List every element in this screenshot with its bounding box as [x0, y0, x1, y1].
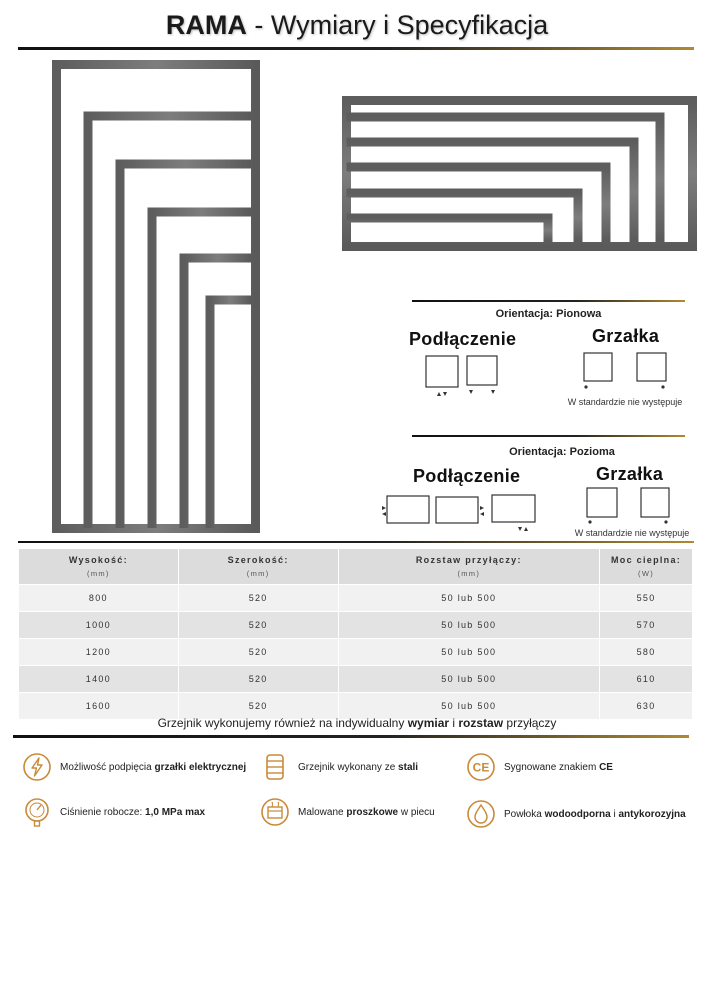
heater-label-vertical: Grzałka: [592, 326, 660, 346]
table-top-rule: [18, 541, 694, 543]
connection-diagram-horizontal: [380, 490, 540, 536]
feature-waterproof: Powłoka wodoodporna i antykorozyjna: [466, 799, 686, 829]
spec-table: [18, 548, 693, 720]
table-row: 1200 520 50 lub 500 580: [19, 639, 693, 666]
connection-diagram-vertical: [423, 354, 503, 398]
heater-label-horizontal: Grzałka: [596, 464, 664, 484]
feature-steel: Grzejnik wykonany ze stali: [260, 752, 418, 782]
header-connection-spacing: Rozstaw przyłączy: (mm): [338, 549, 600, 585]
heater-diagram-vertical: [581, 351, 671, 393]
table-row: 1000 520 50 lub 500 570: [19, 612, 693, 639]
title-rule: [18, 47, 694, 50]
header-height: Wysokość: (mm): [19, 549, 179, 585]
feature-powder-coating: Malowane proszkowe w piecu: [260, 797, 435, 827]
paint-oven-icon: [260, 797, 290, 827]
orientation-vertical-label: Orientacja: Pionowa: [495, 308, 602, 320]
header-heat-output: Moc cieplna: (W): [600, 549, 693, 585]
connection-label-vertical: Podłączenie: [409, 329, 517, 349]
table-row: 1600 520 50 lub 500 630: [19, 693, 693, 720]
orientation-horizontal-rule: [412, 435, 685, 437]
orientation-horizontal-label: Orientacja: Pozioma: [509, 446, 615, 458]
table-row: 1400 520 50 lub 500 610: [19, 666, 693, 693]
features-rule: [13, 735, 689, 738]
feature-electric-heater: Możliwość podpięcia grzałki elektrycznej: [22, 752, 246, 782]
radiator-horizontal-image: [342, 96, 697, 251]
lightning-icon: [22, 752, 52, 782]
feature-pressure: Ciśnienie robocze: 1,0 MPa max: [22, 797, 205, 827]
header-width: Szerokość: (mm): [178, 549, 338, 585]
page-title: RAMA - Wymiary i Specyfikacja: [165, 10, 549, 40]
ce-mark-icon: [466, 752, 496, 782]
table-header-row: [19, 549, 693, 585]
heater-note-horizontal: W standardzie nie występuje: [574, 528, 690, 538]
heater-note-vertical: W standardzie nie występuje: [567, 397, 683, 407]
custom-size-note: Grzejnik wykonujemy również na indywidualny wymiar i rozstaw przyłączy: [157, 716, 557, 730]
pressure-gauge-icon: [22, 797, 52, 827]
table-row: 800 520 50 lub 500 550: [19, 585, 693, 612]
feature-ce-mark: CE Sygnowane znakiem CE: [466, 752, 613, 782]
orientation-vertical-rule: [412, 300, 685, 302]
radiator-icon: [260, 752, 290, 782]
water-drop-icon: [466, 799, 496, 829]
heater-diagram-horizontal: [584, 485, 674, 527]
connection-label-horizontal: Podłączenie: [413, 466, 521, 486]
radiator-vertical-image: [52, 60, 260, 538]
svg-text:CE: CE: [472, 760, 490, 775]
